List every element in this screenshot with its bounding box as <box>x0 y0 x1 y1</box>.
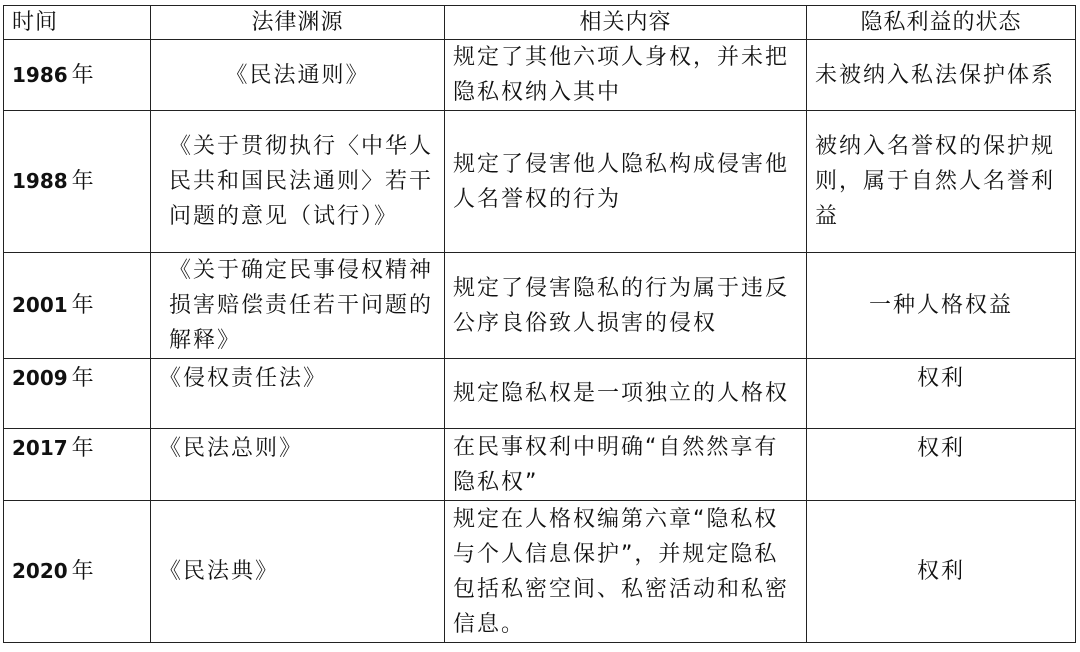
row-source: 《关于确定民事侵权精神损害赔偿责任若干问题的解释》 <box>151 253 445 359</box>
row-year: 2009 年 <box>4 359 151 429</box>
document-page <box>3 5 1075 643</box>
row-status: 权利 <box>807 429 1076 501</box>
row-content: 规定在人格权编第六章“隐私权与个人信息保护”，并规定隐私包括私密空间、私密活动和私密信息。 <box>445 501 807 643</box>
row-status: 权利 <box>807 501 1076 643</box>
row-content: 规定隐私权是一项独立的人格权 <box>445 359 807 429</box>
row-year: 2020 年 <box>4 501 151 643</box>
privacy-law-table <box>3 5 1076 643</box>
table-row <box>4 359 1076 429</box>
row-status: 未被纳入私法保护体系 <box>807 40 1076 111</box>
header-content: 相关内容 <box>445 6 807 40</box>
table-row <box>4 111 1076 253</box>
table-row <box>4 253 1076 359</box>
table-row <box>4 429 1076 501</box>
row-status: 一种人格权益 <box>807 253 1076 359</box>
row-year: 2017 年 <box>4 429 151 501</box>
row-year: 2001 年 <box>4 253 151 359</box>
row-source: 《关于贯彻执行〈中华人民共和国民法通则〉若干问题的意见（试行）》 <box>151 111 445 253</box>
row-content: 规定了其他六项人身权，并未把隐私权纳入其中 <box>445 40 807 111</box>
row-content: 规定了侵害隐私的行为属于违反公序良俗致人损害的侵权 <box>445 253 807 359</box>
row-content: 在民事权利中明确“自然然享有隐私权” <box>445 429 807 501</box>
row-year: 1988 年 <box>4 111 151 253</box>
row-source: 《民法总则》 <box>151 429 445 501</box>
row-content: 规定了侵害他人隐私构成侵害他人名誉权的行为 <box>445 111 807 253</box>
header-time: 时间 <box>4 6 151 40</box>
table-header-row <box>4 6 1076 40</box>
row-source: 《侵权责任法》 <box>151 359 445 429</box>
header-source: 法律渊源 <box>151 6 445 40</box>
table-row <box>4 40 1076 111</box>
table-row <box>4 501 1076 643</box>
row-status: 权利 <box>807 359 1076 429</box>
header-status: 隐私利益的状态 <box>807 6 1076 40</box>
row-year: 1986 年 <box>4 40 151 111</box>
row-status: 被纳入名誉权的保护规则，属于自然人名誉利益 <box>807 111 1076 253</box>
row-source: 《民法典》 <box>151 501 445 643</box>
row-source: 《民法通则》 <box>151 40 445 111</box>
